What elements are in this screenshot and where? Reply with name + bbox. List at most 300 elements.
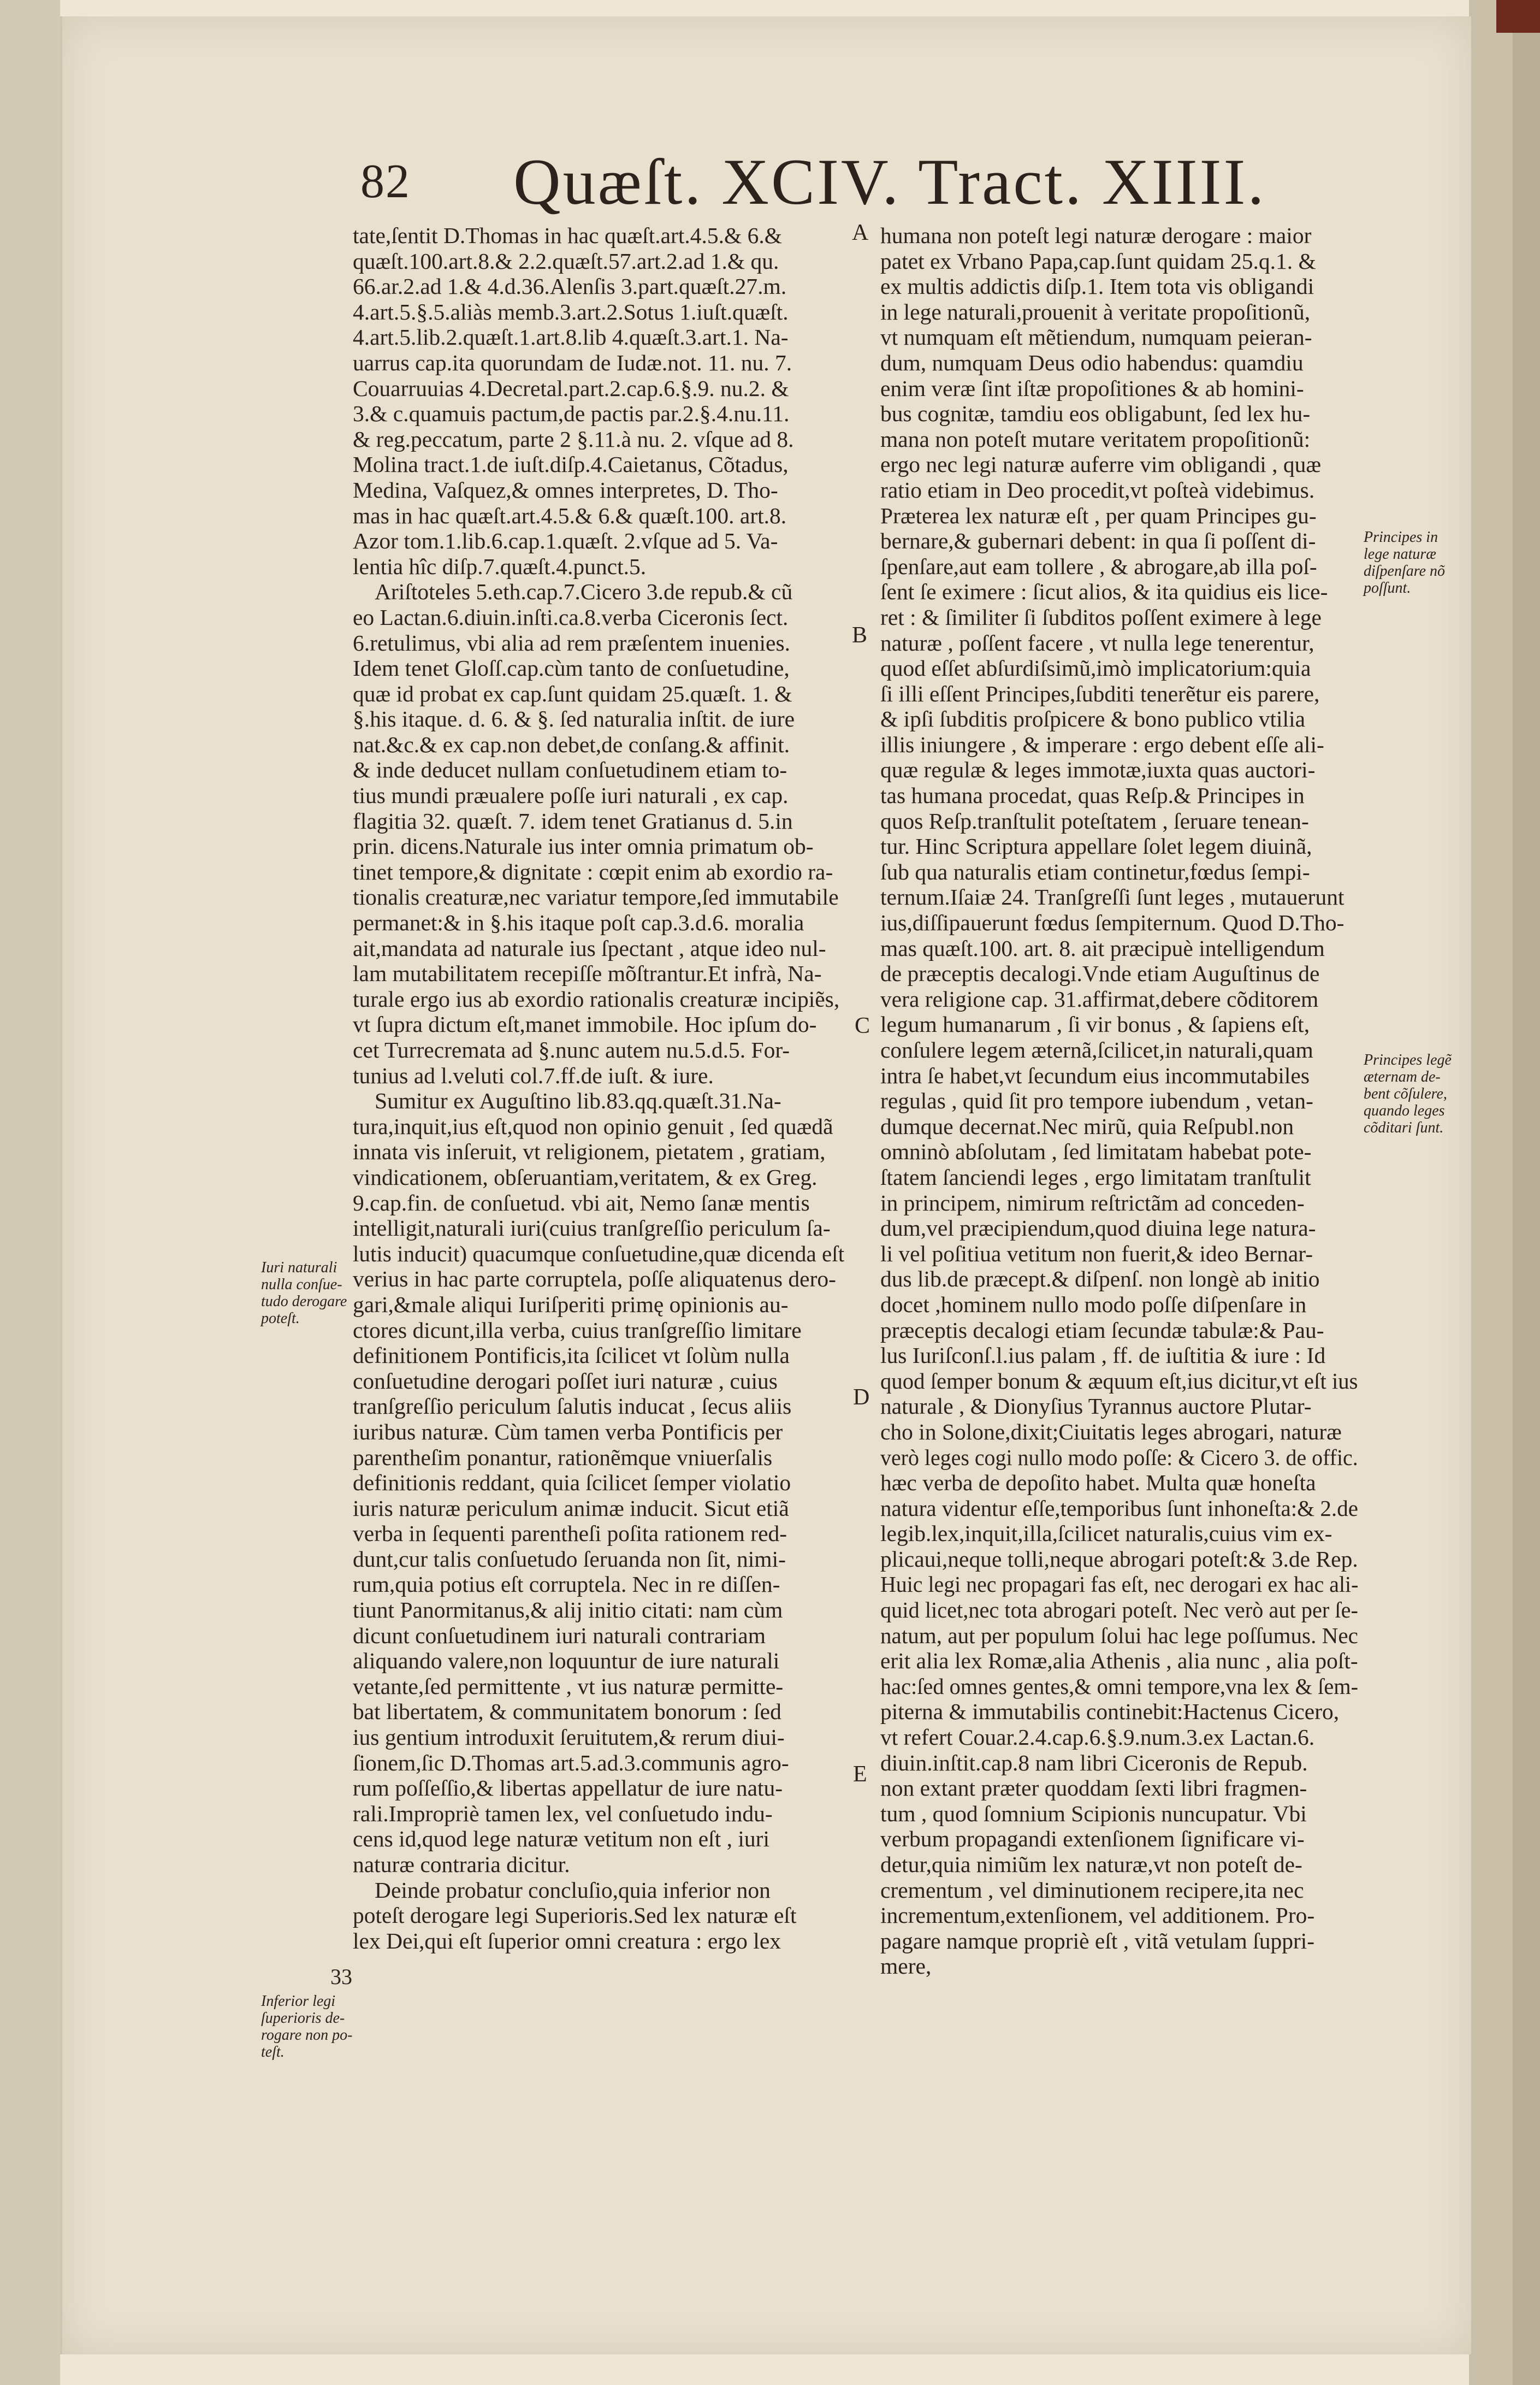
text-line: [353, 936, 844, 961]
text-line-content: quid licet,nec tota abrogari poteſt. Nec verò aut per ſe-: [880, 1597, 1358, 1623]
text-line-content: conſulere legem æternã,ſcilicet,in naturali,quam: [880, 1037, 1313, 1062]
text-line: [880, 1215, 1358, 1241]
book-edge-strip: [1513, 33, 1540, 2385]
text-line-content: Molina tract.1.de iuſt.diſp.4.Caietanus, Cõtadus,: [353, 452, 789, 477]
text-line-content: bernare,& gubernari debent: in qua ſi poſſent di-: [880, 528, 1316, 554]
text-line: [353, 706, 844, 732]
text-line: [880, 1699, 1358, 1725]
text-line-content: rum,quia potius eſt corruptela. Nec in re diſſen-: [353, 1572, 780, 1597]
text-line: [880, 274, 1358, 299]
text-line: [353, 1165, 844, 1190]
text-line: [880, 1088, 1358, 1114]
text-line-content: Medina, Vaſquez,& omnes interpretes, D. Tho-: [353, 477, 778, 503]
text-line: [353, 249, 844, 274]
text-line-content: & ipſi ſubditis proſpicere & bono publico vtilia: [880, 706, 1306, 732]
margin-note-line: diſpenſare nõ: [1364, 563, 1446, 580]
text-line: [880, 1750, 1358, 1776]
margin-note-line: poſſunt.: [1364, 580, 1411, 597]
text-line-content: dum, numquam Deus odio habendus: quamdiu: [880, 350, 1304, 375]
text-line: [353, 299, 844, 325]
text-line: [880, 427, 1358, 452]
text-line-content: definitionem Pontificis,ita ſcilicet vt ſolùm nulla: [353, 1343, 790, 1368]
text-line: [880, 1190, 1358, 1216]
text-line: [353, 1445, 844, 1471]
text-line: [353, 732, 844, 758]
text-line-content: incrementum,extenſionem, vel additionem. Pro-: [880, 1903, 1315, 1928]
text-line-content: detur,quia nimiũm lex naturæ,vt non poteſt de-: [880, 1852, 1302, 1877]
text-line: [353, 1241, 844, 1267]
text-line-content: ſi illi eſſent Principes,ſubditi tenerẽtur eis parere,: [880, 681, 1320, 706]
text-line: [353, 834, 844, 859]
text-line-content: & reg.peccatum, parte 2 §.11.à nu. 2. vſque ad 8.: [353, 426, 794, 452]
text-line: [880, 1521, 1358, 1546]
text-line-content: intra ſe habet,vt ſecundum eius incommutabiles: [880, 1062, 1310, 1088]
text-line-content: cho in Solone,dixit;Ciuitatis leges abrogari, naturæ: [880, 1419, 1342, 1444]
text-line: [880, 1674, 1358, 1699]
text-line: [353, 401, 844, 427]
text-line: [880, 452, 1358, 477]
text-line-content: piterna & immutabilis continebit:Hactenus Cicero,: [880, 1699, 1340, 1725]
text-line: [353, 987, 844, 1012]
text-line: [880, 808, 1358, 834]
text-line: [880, 528, 1358, 554]
text-line-content: quæſt.100.art.8.& 2.2.quæſt.57.art.2.ad 1.& qu.: [353, 248, 779, 274]
text-line: [353, 1699, 844, 1725]
text-line: [880, 1852, 1358, 1878]
text-line: [353, 1012, 844, 1037]
text-line-content: & inde deducet nullam conſuetudinem etiam to-: [353, 757, 787, 783]
text-line-content: vindicationem, obſeruantiam,veritatem, & ex Greg.: [353, 1164, 818, 1190]
text-line-content: lam mutabilitatem recepiſſe mõſtrantur.Et infrà, Na-: [353, 961, 822, 987]
text-line-content: tranſgreſſio periculum ſalutis inducat , ſecus aliis: [353, 1394, 792, 1419]
text-line: [880, 1419, 1358, 1445]
text-line: [353, 1496, 844, 1521]
text-line-content: hac:ſed omnes gentes,& omni tempore,vna lex & ſem-: [880, 1673, 1358, 1699]
text-line-content: docet ,hominem nullo modo poſſe diſpenſare in: [880, 1291, 1307, 1317]
text-line: [353, 1597, 844, 1623]
text-line-content: Deinde probatur concluſio,quia inferior non: [375, 1877, 771, 1903]
text-line-content: nat.&c.& ex cap.non debet,de conſang.& affinit.: [353, 731, 790, 757]
text-line: [880, 579, 1358, 605]
text-line: [353, 1318, 844, 1343]
margin-note-line: quando leges: [1364, 1102, 1445, 1119]
margin-note-line: Iuri naturali: [261, 1259, 337, 1276]
section-letter-b: B: [852, 623, 868, 648]
text-line: [880, 936, 1358, 961]
text-line-content: patet ex Vrbano Papa,cap.ſunt quidam 25.q.1. &: [880, 248, 1316, 274]
book-edge-tab: [1496, 0, 1540, 33]
running-title: Quæſt. XCIV. Tract. XIIII.: [513, 145, 1266, 218]
text-line: [880, 1139, 1358, 1165]
text-line-content: 66.ar.2.ad 1.& 4.d.36.Alenſis 3.part.quæſt.27.m.: [353, 274, 787, 299]
text-line-content: in lege naturali,prouenit à veritate propoſitionũ,: [880, 299, 1311, 324]
text-line-content: tum , quod ſomnium Scipionis nuncupatur. Vbi: [880, 1800, 1307, 1826]
text-line: [880, 1445, 1358, 1471]
text-line-content: Ariſtoteles 5.eth.cap.7.Cicero 3.de repub.& cũ: [375, 579, 793, 605]
text-line-content: tur. Hinc Scriptura appellare ſolet legem diuinã,: [880, 834, 1312, 859]
section-letter-d: D: [853, 1385, 870, 1410]
text-line-content: Sumitur ex Auguſtino lib.83.qq.quæſt.31.Na-: [375, 1088, 781, 1114]
text-line-content: iuris naturæ periculum animæ inducit. Sicut etiã: [353, 1495, 789, 1521]
text-line-content: definitionis reddant, quia ſcilicet ſemper violatio: [353, 1470, 791, 1496]
text-line: [353, 452, 844, 477]
text-line-content: quos Reſp.tranſtulit poteſtatem , ſeruare tenean-: [880, 808, 1309, 834]
text-line: [353, 1546, 844, 1572]
text-line: [880, 1826, 1358, 1852]
text-line: [353, 1750, 844, 1776]
text-line-content: ſionem,ſic D.Thomas art.5.ad.3.communis agro-: [353, 1750, 789, 1775]
text-line: [353, 656, 844, 681]
text-line: [353, 1037, 844, 1063]
text-line: [353, 1878, 844, 1903]
text-line: [880, 859, 1358, 885]
text-line: [353, 1775, 844, 1801]
text-line-content: ius,diſſipauerunt fœdus ſempiternum. Quod D.Tho-: [880, 910, 1344, 936]
text-line: [353, 1470, 844, 1496]
text-line: [353, 274, 844, 299]
text-line-content: natura videntur eſſe,temporibus ſunt inhoneſta:& 2.de: [880, 1495, 1358, 1521]
text-line-content: mere,: [880, 1953, 932, 1979]
text-line: [353, 961, 844, 987]
text-line: [880, 1318, 1358, 1343]
text-line-content: poteſt derogare legi Superioris.Sed lex naturæ eſt: [353, 1903, 797, 1928]
text-line-content: ſent ſe eximere : ſicut alios, & ita quidius eis lice-: [880, 579, 1328, 605]
text-line: [353, 605, 844, 630]
text-line: [353, 1572, 844, 1597]
text-line-content: non extant præter quoddam ſexti libri fragmen-: [880, 1775, 1307, 1801]
text-line-content: rali.Impropriè tamen lex, vel conſuetudo indu-: [353, 1800, 773, 1826]
text-line: [353, 1114, 844, 1140]
text-line: [353, 757, 844, 783]
text-line: [880, 1597, 1358, 1623]
text-line: [353, 324, 844, 350]
text-line: [353, 376, 844, 402]
margin-note-line: rogare non po-: [261, 2027, 353, 2044]
text-line-content: cens id,quod lege naturæ vetitum non eſt , iuri: [353, 1826, 769, 1852]
page-header: [360, 145, 1316, 218]
text-line-content: eo Lactan.6.diuin.inſti.ca.8.verba Ciceronis ſect.: [353, 604, 789, 630]
section-letter-e: E: [853, 1762, 867, 1787]
text-line-content: naturæ , poſſent facere , vt nulla lege tenerentur,: [880, 630, 1314, 656]
text-line: [353, 1928, 844, 1954]
text-line: [880, 961, 1358, 987]
text-line-content: in principem, nimirum reſtrictãm ad conceden-: [880, 1190, 1305, 1215]
text-line-content: vt ſupra dictum eſt,manet immobile. Hoc ipſum do-: [353, 1012, 817, 1037]
section-letter-c: C: [855, 1013, 870, 1038]
text-line-content: mas quæſt.100. art. 8. ait præcipuè intelligendum: [880, 935, 1325, 961]
text-line: [353, 350, 844, 376]
text-line-content: quæ id probat ex cap.ſunt quidam 25.quæſt. 1. &: [353, 681, 792, 706]
text-line: [880, 1063, 1358, 1089]
text-line-content: tionalis creaturæ,nec variatur tempore,ſed immutabile: [353, 884, 839, 910]
text-line-content: prin. dicens.Naturale ius inter omnia primatum ob-: [353, 834, 814, 859]
text-line: [353, 1139, 844, 1165]
text-line: [880, 1394, 1358, 1419]
text-line: [353, 808, 844, 834]
text-line-content: bus cognitæ, tamdiu eos obligabunt, ſed lex hu-: [880, 401, 1311, 427]
text-line-content: ſub qua naturalis etiam continetur,fœdus ſempi-: [880, 859, 1310, 884]
text-line: [880, 299, 1358, 325]
text-line-content: quod eſſet abſurdiſsimũ,imò implicatorium:quia: [880, 656, 1311, 681]
margin-note-left-1: [261, 1259, 347, 1327]
text-line-content: uarrus cap.ita quorundam de Iudæ.not. 11. nu. 7.: [353, 350, 792, 375]
text-line: [880, 706, 1358, 732]
text-line-content: vt refert Couar.2.4.cap.6.§.9.num.3.ex Lactan.6.: [880, 1725, 1315, 1750]
text-line-content: lex Dei,qui eſt ſuperior omni creatura : ergo lex: [353, 1928, 781, 1953]
text-line-content: vera religione cap. 31.affirmat,debere cõditorem: [880, 986, 1319, 1012]
text-line-content: innata vis inſeruit, vt religionem, pietatem , gratiam,: [353, 1139, 826, 1165]
margin-note-line: ſuperioris de-: [261, 2010, 345, 2027]
text-line: [880, 477, 1358, 503]
text-line-content: li vel poſitiua vetitum non fuerit,& ideo Bernar-: [880, 1241, 1313, 1266]
text-line-content: crementum , vel diminutionem recipere,ita nec: [880, 1877, 1304, 1903]
text-line: [353, 1852, 844, 1878]
margin-note-line: lege naturæ: [1364, 546, 1436, 563]
text-line-content: ait,mandata ad naturale ius ſpectant , atque ideo nul-: [353, 935, 826, 961]
text-line: [880, 1496, 1358, 1521]
right-text-column: [880, 223, 1358, 1979]
text-line-content: tas humana procedat, quas Reſp.& Principes in: [880, 783, 1305, 808]
text-line: [880, 681, 1358, 707]
text-line: [353, 1190, 844, 1216]
text-line-content: humana non poteſt legi naturæ derogare : maior: [880, 223, 1312, 248]
text-line: [353, 910, 844, 936]
text-line: [880, 1623, 1358, 1649]
margin-note-line: cõditari ſunt.: [1364, 1119, 1444, 1136]
text-line-content: mana non poteſt mutare veritatem propoſitionũ:: [880, 426, 1311, 452]
text-line-content: lutis inducit) quacumque conſuetudine,quæ dicenda eſt: [353, 1241, 844, 1266]
text-line: [880, 1241, 1358, 1267]
text-line-content: 4.art.5.lib.2.quæſt.1.art.8.lib 4.quæſt.3.art.1. Na-: [353, 324, 789, 350]
text-line: [353, 1215, 844, 1241]
text-line: [880, 1343, 1358, 1368]
text-line: [353, 630, 844, 656]
text-line: [880, 656, 1358, 681]
text-line-content: ctores dicunt,illa verba, cuius tranſgreſſio limitare: [353, 1317, 802, 1343]
text-line: [880, 1368, 1358, 1394]
text-line: [880, 249, 1358, 274]
text-line: [880, 1775, 1358, 1801]
text-line: [353, 223, 844, 249]
text-line-content: mas in hac quæſt.art.4.5.& 6.& quæſt.100. art.8.: [353, 503, 787, 528]
text-line: [353, 1394, 844, 1419]
text-line: [880, 783, 1358, 808]
margin-note-line: Principes in: [1364, 529, 1438, 546]
text-line-content: dicunt conſuetudinem iuri naturali contrariam: [353, 1622, 766, 1648]
text-line: [353, 1725, 844, 1750]
text-line: [880, 503, 1358, 529]
text-line-content: flagitia 32. quæſt. 7. idem tenet Gratianus d. 5.in: [353, 808, 793, 834]
text-line: [353, 1801, 844, 1827]
text-line-content: aliquando valere,non loquuntur de iure naturali: [353, 1648, 780, 1674]
text-line: [880, 1928, 1358, 1954]
text-line-content: verò leges cogi nullo modo poſſe: & Cicero 3. de offic.: [880, 1444, 1358, 1470]
text-line: [880, 223, 1358, 249]
text-line: [353, 427, 844, 452]
margin-note-line: teſt.: [261, 2044, 285, 2061]
text-line-content: 9.cap.fin. de conſuetud. vbi ait, Nemo ſanæ mentis: [353, 1190, 810, 1215]
text-line-content: ex multis addictis diſp.1. Item tota vis obligandi: [880, 274, 1314, 299]
text-line-content: ergo nec legi naturæ auferre vim obligandi , quæ: [880, 452, 1322, 477]
text-line: [353, 1648, 844, 1674]
text-line-content: dumque decernat.Nec mirũ, quia Reſpubl.non: [880, 1113, 1294, 1139]
margin-note-line: poteſt.: [261, 1310, 300, 1327]
text-line: [880, 757, 1358, 783]
text-line: [880, 732, 1358, 758]
text-line: [880, 554, 1358, 580]
text-line-content: bat libertatem, & communitatem bonorum : ſed: [353, 1699, 781, 1725]
text-line-content: dum,vel præcipiendum,quod diuina lege natura-: [880, 1215, 1316, 1241]
margin-number: 33: [330, 1964, 352, 1989]
text-line: [880, 1953, 1358, 1979]
text-line-content: conſuetudine derogari poſſet iuri naturæ , cuius: [353, 1368, 778, 1394]
text-line: [880, 1470, 1358, 1496]
text-line-content: 4.art.5.§.5.aliàs memb.3.art.2.Sotus 1.iuſt.quæſt.: [353, 299, 789, 324]
background-left: [0, 0, 60, 2385]
text-line-content: legib.lex,inquit,illa,ſcilicet naturalis,cuius vim ex-: [880, 1521, 1332, 1546]
text-line-content: tura,inquit,ius eſt,quod non opinio genuit , ſed quædã: [353, 1113, 833, 1139]
text-line: [353, 1903, 844, 1928]
text-line: [880, 1037, 1358, 1063]
text-line: [880, 1165, 1358, 1190]
text-line-content: de præceptis decalogi.Vnde etiam Auguſtinus de: [880, 961, 1320, 987]
text-line-content: lus Iuriſconſ.l.ius palam , ff. de iuſtitia & iure : Id: [880, 1343, 1326, 1368]
text-line-content: tiunt Panormitanus,& alij initio citati: nam cùm: [353, 1597, 783, 1623]
text-line: [880, 401, 1358, 427]
text-line: [353, 884, 844, 910]
text-line-content: præceptis decalogi etiam ſecundæ tabulæ:& Pau-: [880, 1317, 1324, 1343]
text-line-content: pagare namque propriè eſt , vitã vetulam ſuppri-: [880, 1928, 1315, 1953]
text-line-content: 6.retulimus, vbi alia ad rem præſentem inuenies.: [353, 630, 790, 656]
text-line-content: parentheſim ponantur, rationẽmque vniuerſalis: [353, 1444, 773, 1470]
text-line: [880, 1114, 1358, 1140]
text-line-content: plicaui,neque tolli,neque abrogari poteſt:& 3.de Rep.: [880, 1546, 1358, 1572]
text-line: [353, 503, 844, 529]
text-line-content: tate,ſentit D.Thomas in hac quæſt.art.4.5.& 6.&: [353, 223, 783, 248]
text-line: [353, 1521, 844, 1546]
section-letter-a: A: [852, 220, 869, 245]
text-line-content: permanet:& in §.his itaque poſt cap.3.d.6. moralia: [353, 910, 804, 936]
text-line-content: ius gentium introduxit ſeruitutem,& rerum diui-: [353, 1725, 785, 1750]
text-line: [880, 1292, 1358, 1318]
text-line: [353, 554, 844, 580]
text-line: [880, 350, 1358, 376]
text-line-content: hæc verba de depoſito habet. Multa quæ honeſta: [880, 1470, 1316, 1496]
text-line-content: natum, aut per populum ſolui hac lege poſſumus. Nec: [880, 1622, 1358, 1648]
text-line: [353, 1368, 844, 1394]
text-line: [353, 1674, 844, 1699]
page-number: 82: [360, 155, 411, 208]
margin-note-right-2: [1364, 1052, 1452, 1136]
text-line: [353, 1063, 844, 1089]
text-line: [353, 477, 844, 503]
text-line-content: tunius ad l.veluti col.7.ff.de iuſt. & iure.: [353, 1062, 714, 1088]
text-line-content: vt numquam eſt mẽtiendum, numquam peieran-: [880, 324, 1312, 350]
text-line-content: Præterea lex naturæ eſt , per quam Principes gu-: [880, 503, 1317, 528]
text-line-content: quod ſemper bonum & æquum eſt,ius dicitur,vt eſt ius: [880, 1368, 1358, 1394]
text-line-content: ternum.Iſaiæ 24. Tranſgreſſi ſunt leges , mutauerunt: [880, 884, 1344, 910]
text-line: [880, 1648, 1358, 1674]
text-line: [880, 1266, 1358, 1292]
text-line: [880, 324, 1358, 350]
text-line: [880, 1801, 1358, 1827]
text-line-content: Huic legi nec propagari fas eſt, nec derogari ex hac ali-: [880, 1572, 1358, 1597]
text-line-content: naturale , & Dionyſius Tyrannus auctore Plutar-: [880, 1394, 1312, 1419]
text-line-content: lentia hîc diſp.7.quæſt.4.punct.5.: [353, 553, 647, 579]
text-line-content: Azor tom.1.lib.6.cap.1.quæſt. 2.vſque ad 5. Va-: [353, 528, 778, 554]
text-line-content: vetante,ſed permittente , vt ius naturæ permitte-: [353, 1673, 784, 1699]
text-line: [353, 579, 844, 605]
text-line: [353, 1292, 844, 1318]
text-line: [353, 528, 844, 554]
text-line: [880, 884, 1358, 910]
text-line: [880, 834, 1358, 859]
text-line: [353, 783, 844, 808]
text-line: [880, 1572, 1358, 1597]
text-line-content: gari,&male aliqui Iuriſperiti primę opinionis au-: [353, 1291, 789, 1317]
text-line-content: quæ regulæ & leges immotæ,iuxta quas auctori-: [880, 757, 1316, 783]
text-line-content: verius in hac parte corruptela, poſſe aliquatenus dero-: [353, 1266, 836, 1292]
margin-note-line: æternam de-: [1364, 1068, 1441, 1085]
text-line: [880, 1903, 1358, 1928]
text-line: [880, 987, 1358, 1012]
text-line: [353, 1623, 844, 1649]
margin-note-line: bent cõſulere,: [1364, 1085, 1447, 1102]
text-line: [880, 910, 1358, 936]
text-line: [880, 1725, 1358, 1750]
text-line-content: tinet tempore,& dignitate : cœpit enim ab exordio ra-: [353, 859, 833, 884]
margin-note-right-1: [1364, 529, 1445, 597]
text-line: [353, 1419, 844, 1445]
text-line: [353, 1343, 844, 1368]
text-line-content: regulas , quid ſit pro tempore iubendum , vetan-: [880, 1088, 1313, 1114]
text-line: [880, 630, 1358, 656]
text-line-content: legum humanarum , ſi vir bonus , & ſapiens eſt,: [880, 1012, 1310, 1037]
text-line: [880, 605, 1358, 630]
text-line-content: rum poſſeſſio,& libertas appellatur de iure natu-: [353, 1775, 783, 1801]
text-line-content: intelligit,naturali iuri(cuius tranſgreſſio periculum ſa-: [353, 1215, 831, 1241]
text-line-content: Couarruuias 4.Decretal.part.2.cap.6.§.9. nu.2. &: [353, 375, 789, 401]
text-line: [880, 376, 1358, 402]
margin-note-line: Inferior legi: [261, 1993, 336, 2010]
text-line-content: 3.& c.quamuis pactum,de pactis par.2.§.4.nu.11.: [353, 401, 790, 427]
text-line-content: cet Turrecremata ad §.nunc autem nu.5.d.5. For-: [353, 1037, 790, 1062]
margin-note-line: tudo derogare: [261, 1293, 347, 1310]
text-line-content: turale ergo ius ab exordio rationalis creaturæ incipiẽs,: [353, 986, 840, 1012]
text-line: [880, 1546, 1358, 1572]
text-line-content: ret : & ſimiliter ſi ſubditos poſſent eximere à lege: [880, 604, 1322, 630]
text-line-content: iuribus naturæ. Cùm tamen verba Pontificis per: [353, 1419, 783, 1444]
text-line-content: ſpenſare,aut eam tollere , & abrogare,ab illa poſ-: [880, 553, 1317, 579]
text-line-content: verba in ſequenti parentheſi poſita rationem red-: [353, 1521, 787, 1546]
text-line-content: verbum propagandi extenſionem ſignificare vi-: [880, 1826, 1305, 1852]
text-line-content: omninò abſolutam , ſed limitatam habebat pote-: [880, 1139, 1312, 1165]
text-line-content: dus lib.de præcept.& diſpenſ. non longè ab initio: [880, 1266, 1320, 1292]
text-line: [353, 1266, 844, 1292]
margin-note-line: nulla conſue-: [261, 1276, 342, 1293]
text-line-content: erit alia lex Romæ,alia Athenis , alia nunc , alia poſt-: [880, 1648, 1358, 1674]
margin-note-left-2: [261, 1993, 352, 2061]
text-line: [353, 681, 844, 707]
text-line: [353, 1088, 844, 1114]
text-line-content: naturæ contraria dicitur.: [353, 1852, 570, 1877]
text-line-content: dunt,cur talis conſuetudo ſeruanda non ſit, nimi-: [353, 1546, 786, 1572]
text-line: [353, 859, 844, 885]
text-line-content: ratio etiam in Deo procedit,vt poſteà videbimus.: [880, 477, 1315, 503]
text-line: [353, 1826, 844, 1852]
left-text-column: [353, 223, 844, 1953]
text-line-content: Idem tenet Gloſſ.cap.cùm tanto de conſuetudine,: [353, 656, 790, 681]
